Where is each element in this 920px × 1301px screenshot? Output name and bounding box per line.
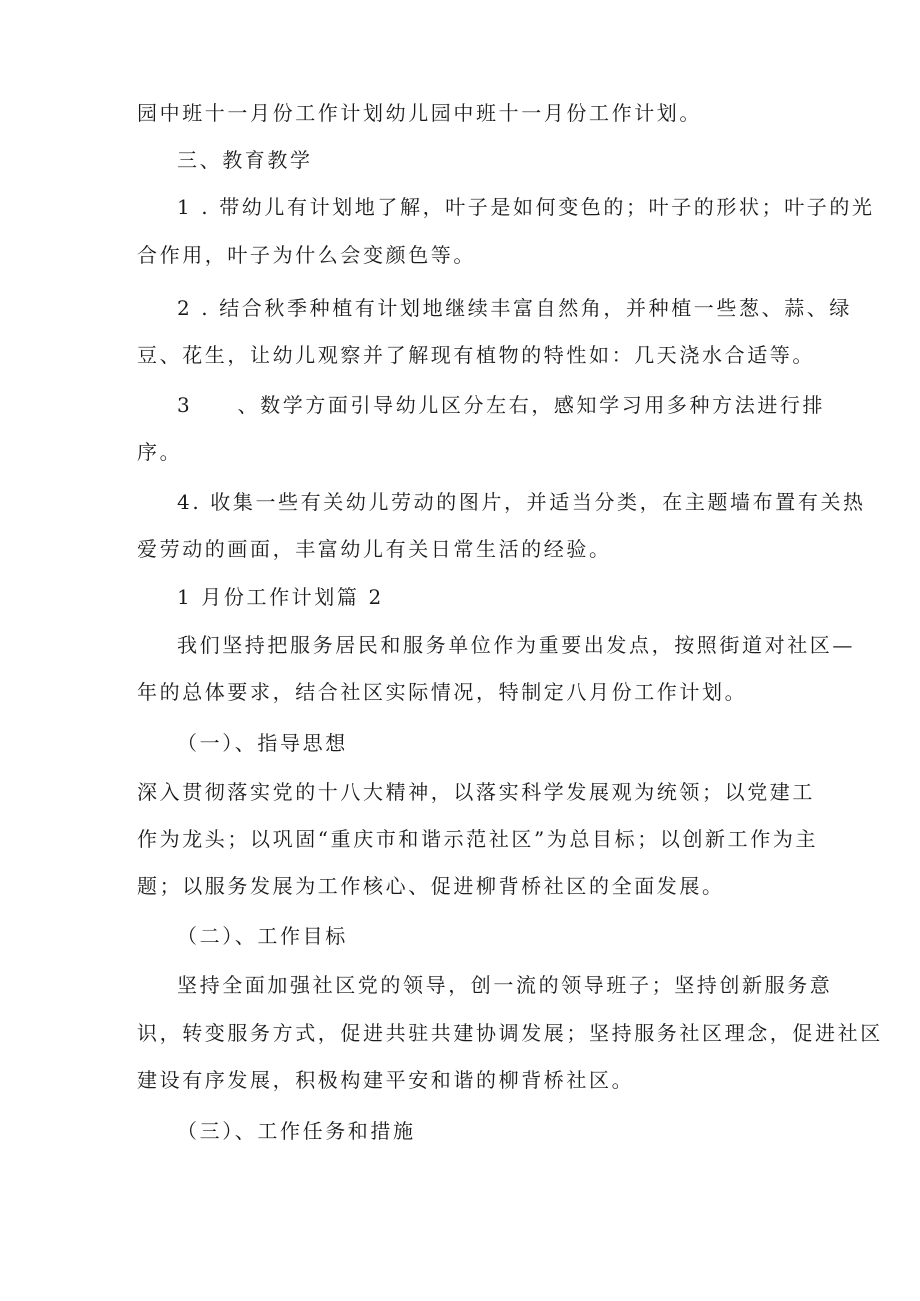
- text-line: 4. 收集一些有关幼儿劳动的图片，并适当分类，在主题墙布置有关热: [177, 490, 866, 514]
- text-line: 序。: [137, 440, 183, 464]
- text-line: 深入贯彻落实党的十八大精神，以落实科学发展观为统领；以党建工: [137, 780, 815, 804]
- section-heading: （三）、工作任务和措施: [177, 1119, 416, 1143]
- section-heading: 1 月份工作计划篇 2: [177, 585, 384, 609]
- text-line: 坚持全面加强社区党的领导，创一流的领导班子；坚持创新服务意: [177, 973, 833, 997]
- text-line: 识，转变服务方式，促进共驻共建协调发展；坚持服务社区理念，促进社区: [137, 1021, 883, 1045]
- text-line: 园中班十一月份工作计划幼儿园中班十一月份工作计划。: [137, 101, 702, 125]
- text-line: 建设有序发展，积极构建平安和谐的柳背桥社区。: [137, 1068, 635, 1092]
- text-line: 我们坚持把服务居民和服务单位作为重要出发点，按照街道对社区—: [177, 633, 855, 657]
- text-line: 题；以服务发展为工作核心、促进柳背桥社区的全面发展。: [137, 874, 725, 898]
- text-line: 豆、花生，让幼儿观察并了解现有植物的特性如：几天浇水合适等。: [137, 343, 815, 367]
- text-line: 作为龙头；以巩固“重庆市和谐示范社区”为总目标；以创新工作为主: [137, 827, 819, 851]
- section-heading: （一）、指导思想: [177, 731, 348, 755]
- section-heading: 三、教育教学: [177, 148, 313, 172]
- section-heading: （二）、工作目标: [177, 924, 348, 948]
- text-line: 合作用，叶子为什么会变颜色等。: [137, 243, 476, 267]
- text-line: 1 . 带幼儿有计划地了解，叶子是如何变色的；叶子的形状；叶子的光: [177, 195, 875, 219]
- text-line: 年的总体要求，结合社区实际情况，特制定八月份工作计划。: [137, 680, 748, 704]
- text-line: 2 . 结合秋季种植有计划地继续丰富自然角，并种植一些葱、蒜、绿: [177, 296, 852, 320]
- text-line: 爱劳动的画面，丰富幼儿有关日常生活的经验。: [137, 537, 612, 561]
- text-line: 3 、数学方面引导幼儿区分左右，感知学习用多种方法进行排: [177, 393, 826, 417]
